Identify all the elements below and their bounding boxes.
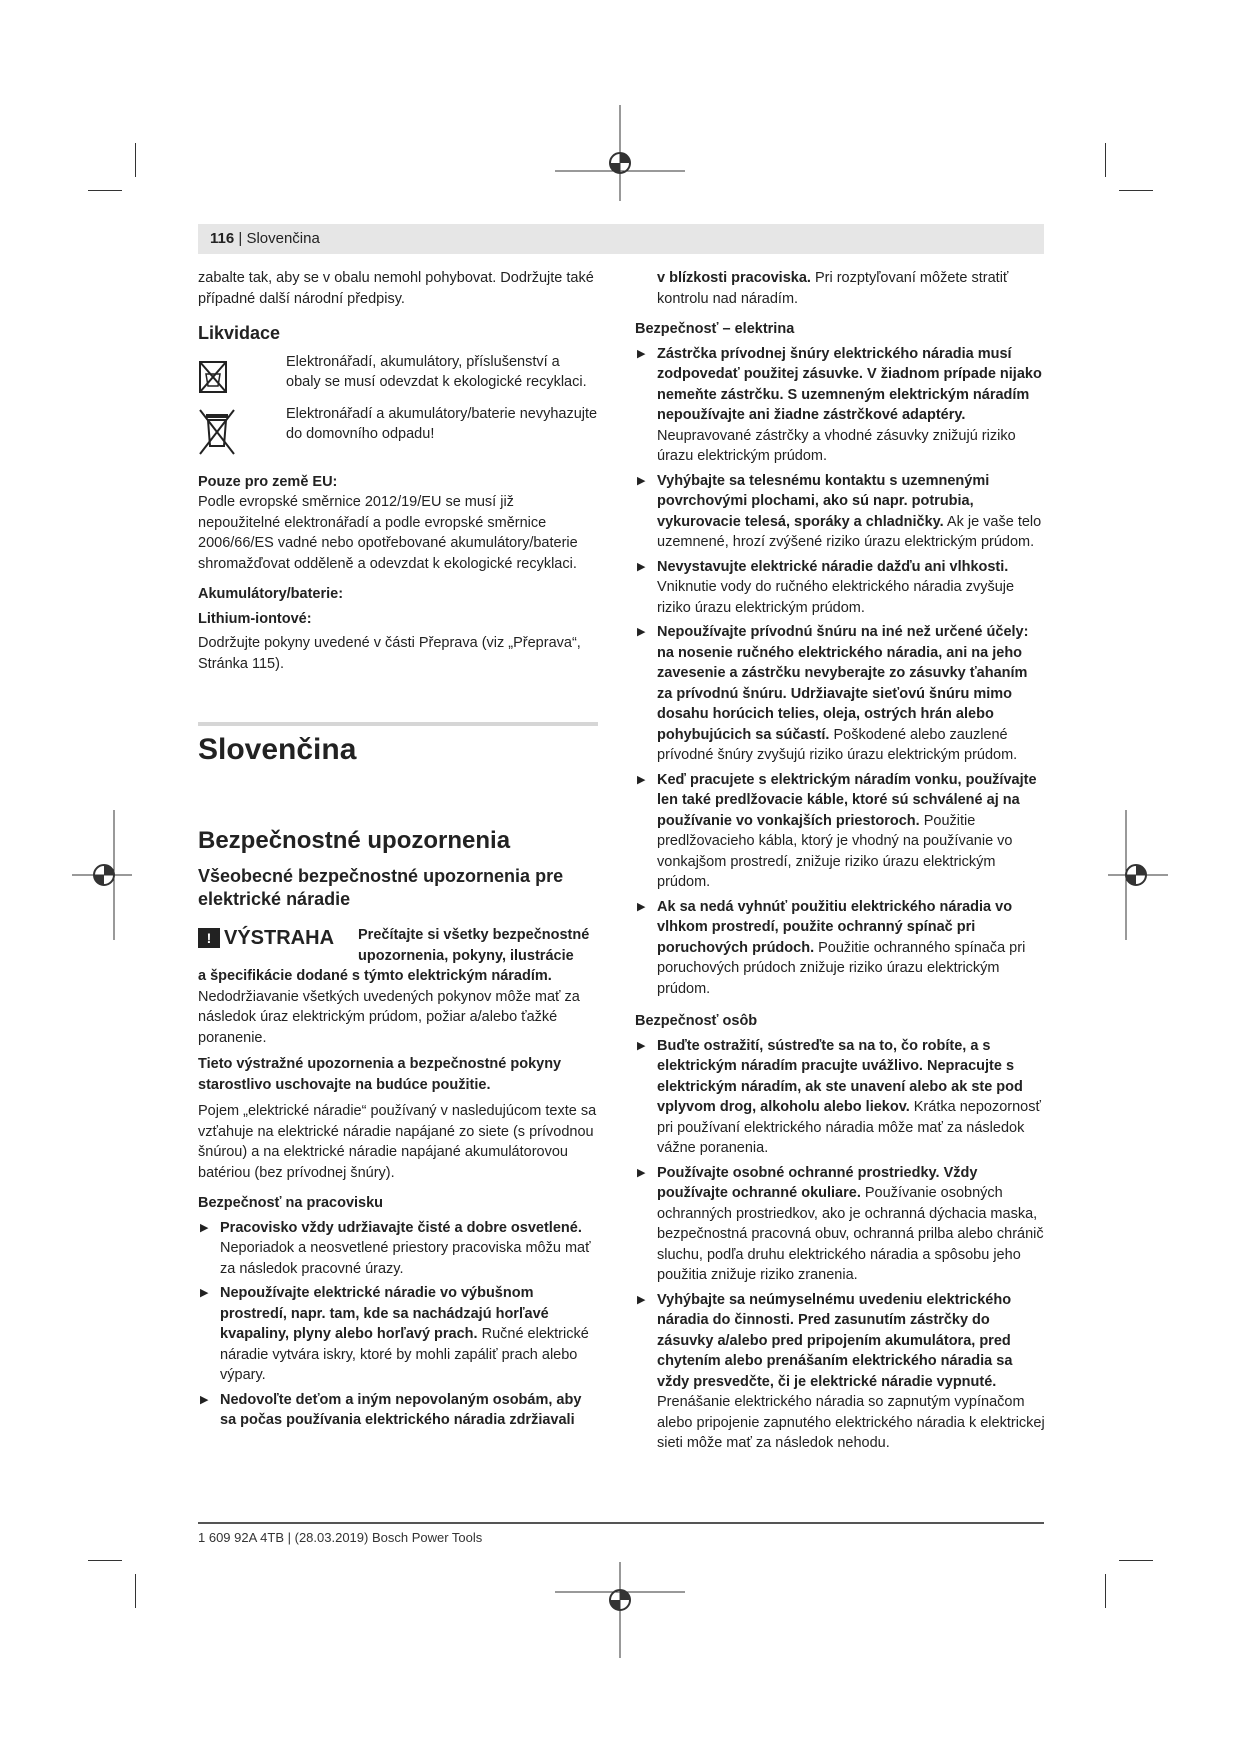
registration-mark-icon — [72, 810, 132, 940]
crossed-bin-icon — [198, 404, 256, 460]
batteries-title: Akumulátory/baterie: — [198, 586, 344, 602]
term-definition: Pojem „elektrické náradie“ používaný v nasledujúcom texte sa vzťahuje na elektrické náradie napájané zo siete (s prívodnou šnúrou) a na elektrické náradie napájané akumulátorovou batériou (bez prívodnej šnúry). — [198, 1103, 597, 1181]
warning-badge — [198, 925, 358, 951]
list-item-bold: Nepoužívajte elektrické náradie vo výbušnom prostredí, napr. tam, kde sa nachádzajú horľavé kvapaliny, plyny alebo horľavý prach. — [220, 1285, 549, 1342]
crop-mark — [135, 143, 136, 177]
intro-paragraph: zabalte tak, aby se v obalu nemohl pohybovat. Dodržujte také případné další národní předpisy. — [198, 270, 594, 307]
list-item — [198, 1218, 598, 1280]
list-item — [198, 1390, 598, 1431]
warning-block — [198, 925, 598, 966]
disposal-item — [198, 404, 598, 460]
crop-mark — [1119, 190, 1153, 191]
liion-text: Dodržujte pokyny uvedené v části Přeprava (viz „Přeprava“, Stránka 115). — [198, 635, 581, 672]
list-item-bold: Vyhýbajte sa telesnému kontaktu s uzemnenými povrchovými plochami, ako sú napr. potrubia, vykurovacie telesá, sporáky a chladničky. — [657, 472, 990, 530]
continuation-bold: v blízkosti pracoviska. — [657, 270, 811, 286]
safety-title: Bezpečnostné upozornenia — [198, 826, 511, 854]
list-item-text: Použitie predlžovacieho kábla, ktorý je vhodný na používanie vo vonkajšom prostredí, znižuje riziko úrazu elektrickým prúdom. — [657, 812, 1013, 890]
list-item — [635, 344, 1045, 467]
list-item-text: Poškodené alebo zauzlené prívodné šnúry zvyšujú riziko úrazu elektrickým prúdom. — [657, 726, 1018, 763]
eu-text: Podle evropské směrnice 2012/19/EU se musí již nepoužitelné elektronářadí a podle evropské směrnice 2006/66/ES vadné nebo opotřebované akumulátory/baterie shromažďovat odděleně a odevzdat k ekologické recyklaci. — [198, 494, 578, 572]
disposal-title: Likvidace — [198, 323, 281, 343]
crop-mark — [1105, 1574, 1106, 1608]
keep-instructions: Tieto výstražné upozornenia a bezpečnostné pokyny starostlivo uschovajte na budúce použitie. — [198, 1056, 562, 1093]
page-number: 116 — [210, 230, 235, 247]
crop-mark — [1105, 143, 1106, 177]
list-item-text: Použitie ochranného spínača pri poruchových prúdoch znižuje riziko úrazu elektrickým prúdom. — [657, 939, 1026, 997]
electric-title: Bezpečnosť – elektrina — [635, 321, 795, 337]
list-item-bold: Nedovoľte deťom a iným nepovolaným osobám, aby sa počas používania elektrického náradia zdržiavali — [220, 1391, 582, 1428]
list-item — [635, 1036, 1045, 1159]
list-item — [635, 622, 1045, 766]
list-item-text: Krátka nepozornosť pri používaní elektrického náradia môže mať za následok vážne poranenia. — [657, 1099, 1041, 1156]
warning-label: VÝSTRAHA — [224, 926, 335, 949]
list-item-bold: Nevystavujte elektrické náradie dažďu ani vlhkosti. — [657, 558, 1009, 575]
list-item — [635, 557, 1045, 619]
disposal-item-text: Elektronářadí a akumulátory/baterie nevyhazujte do domovního odpadu! — [286, 405, 598, 442]
list-item-bold: Zástrčka prívodnej šnúry elektrického náradia musí zodpovedať použitej zásuvke. V žiadnom prípade nijako nemeňte zástrčku. S uzemneným elektrickým náradím nepoužívajte ani žiadne zástrčkové adaptéry. — [657, 345, 1042, 423]
footer-divider — [198, 1522, 1044, 1524]
list-item — [635, 897, 1045, 1000]
list-item-text: Neupravované zástrčky a vhodné zásuvky znižujú riziko úrazu elektrickým prúdom. — [657, 427, 1016, 464]
list-item-bold: Ak sa nedá vyhnúť použitiu elektrického náradia vo vlhkom prostredí, použite ochranný spínač pri poruchových prúdoch. — [657, 898, 1013, 956]
workplace-title: Bezpečnosť na pracovisku — [198, 1195, 384, 1211]
warning-intro: Prečítajte si všetky bezpečnostné upozornenia, pokyny, ilustrácie — [358, 927, 590, 964]
registration-mark-icon — [555, 1562, 685, 1658]
liion-title: Lithium-iontové: — [198, 610, 312, 627]
list-item — [198, 1283, 598, 1386]
crop-mark — [88, 1560, 122, 1561]
list-item — [635, 471, 1045, 553]
list-item-text: Ručné elektrické náradie vytvára iskry, ktoré by mohli zapáliť prach alebo výpary. — [220, 1326, 589, 1383]
list-item-text: Vniknutie vody do ručného elektrického náradia zvyšuje riziko úrazu elektrickým prúdom. — [657, 579, 1015, 616]
list-item-bold: Vyhýbajte sa neúmyselnému uvedeniu elektrického náradia do činnosti. Pred zasunutím zástrčky do zásuvky a/alebo pred pripojením akumulátora, pred chytením alebo prenášaním elektrického náradia sa vždy presvedčte, či je elektrické náradie vypnuté. — [657, 1291, 1013, 1390]
warning-icon: ! — [198, 928, 220, 948]
list-item-bold: Buďte ostražití, sústreďte sa na to, čo robíte, a s elektrickým náradím pracujte uvážlivo. Nepracujte s elektrickým náradím, ak ste unavení alebo ak ste pod vplyvom drog, alkoholu alebo liekov. — [657, 1037, 1023, 1115]
crop-mark — [88, 190, 122, 191]
recycle-box-icon — [198, 352, 256, 398]
registration-mark-icon — [555, 105, 685, 201]
list-item-bold: Nepoužívajte prívodnú šnúru na iné než určené účely: na nosenie ručného elektrického náradia, ani na jeho zavesenie a zástrčku nevyberajte zo zásuvky ťahaním za prívodnú šnúru. Udržiavajte sieťovú šnúru mimo dosahu horúcich telies, oleja, ostrých hrán alebo pohybujúcich sa súčastí. — [657, 624, 1029, 743]
list-item-bold: Pracovisko vždy udržiavajte čisté a dobre osvetlené. — [220, 1219, 582, 1236]
list-item — [635, 1163, 1045, 1286]
list-item — [635, 1290, 1045, 1454]
warning-consequence: Nedodržiavanie všetkých uvedených pokynov môže mať za následok úraz elektrickým prúdom, požiar a/alebo ťažké poranenie. — [198, 988, 580, 1046]
list-item-text: Prenášanie elektrického náradia so zapnutým vypínačom alebo pripojenie zapnutého elektrického náradia k elektrickej sieti môže mať za následok nehodu. — [657, 1394, 1045, 1451]
list-item-text: Ak je vaše telo uzemnené, hrozí zvýšené riziko úrazu elektrickým prúdom. — [657, 513, 1042, 550]
disposal-item — [198, 352, 598, 398]
general-safety-title: Všeobecné bezpečnostné upozornenia pre elektrické náradie — [198, 866, 564, 909]
footer-text: 1 609 92A 4TB | (28.03.2019) Bosch Power Tools — [198, 1530, 483, 1545]
registration-mark-icon — [1108, 810, 1168, 940]
page-header: 116 | Slovenčina — [198, 224, 1044, 254]
eu-title: Pouze pro země EU: — [198, 473, 338, 490]
crop-mark — [1119, 1560, 1153, 1561]
continuation-paragraph — [635, 268, 1045, 309]
crop-mark — [135, 1574, 136, 1608]
personal-title: Bezpečnosť osôb — [635, 1013, 758, 1029]
header-language: Slovenčina — [246, 230, 320, 247]
list-item — [635, 770, 1045, 893]
language-title: Slovenčina — [198, 733, 357, 766]
warning-intro-cont: a špecifikácie dodané s týmto elektrickým náradím. — [198, 968, 552, 984]
disposal-item-text: Elektronářadí, akumulátory, příslušenství a obaly se musí odevzdat k ekologické recyklaci. — [286, 353, 587, 390]
list-item-text: Neporiadok a neosvetlené priestory pracoviska môžu mať za následok pracovné úrazy. — [220, 1240, 591, 1277]
list-item-bold: Používajte osobné ochranné prostriedky. Vždy používajte ochranné okuliare. — [657, 1164, 978, 1201]
right-column — [635, 268, 1045, 1454]
list-item-bold: Keď pracujete s elektrickým náradím vonku, používajte len také predlžovacie káble, ktoré sú schválené aj na používanie vo vonkajších priestoroch. — [657, 771, 1037, 829]
list-item-text: Používanie osobných ochranných prostriedkov, ako je ochranná dýchacia maska, bezpečnostná pracovná obuv, ochranná prilba alebo chránič sluchu, podľa druhu elektrického náradia a spôsobu jeho použitia znižuje riziko zranenia. — [657, 1185, 1044, 1283]
left-column — [198, 268, 598, 1431]
section-divider — [198, 722, 598, 726]
continuation-text: Pri rozptyľovaní môžete stratiť kontrolu nad náradím. — [657, 270, 1009, 307]
